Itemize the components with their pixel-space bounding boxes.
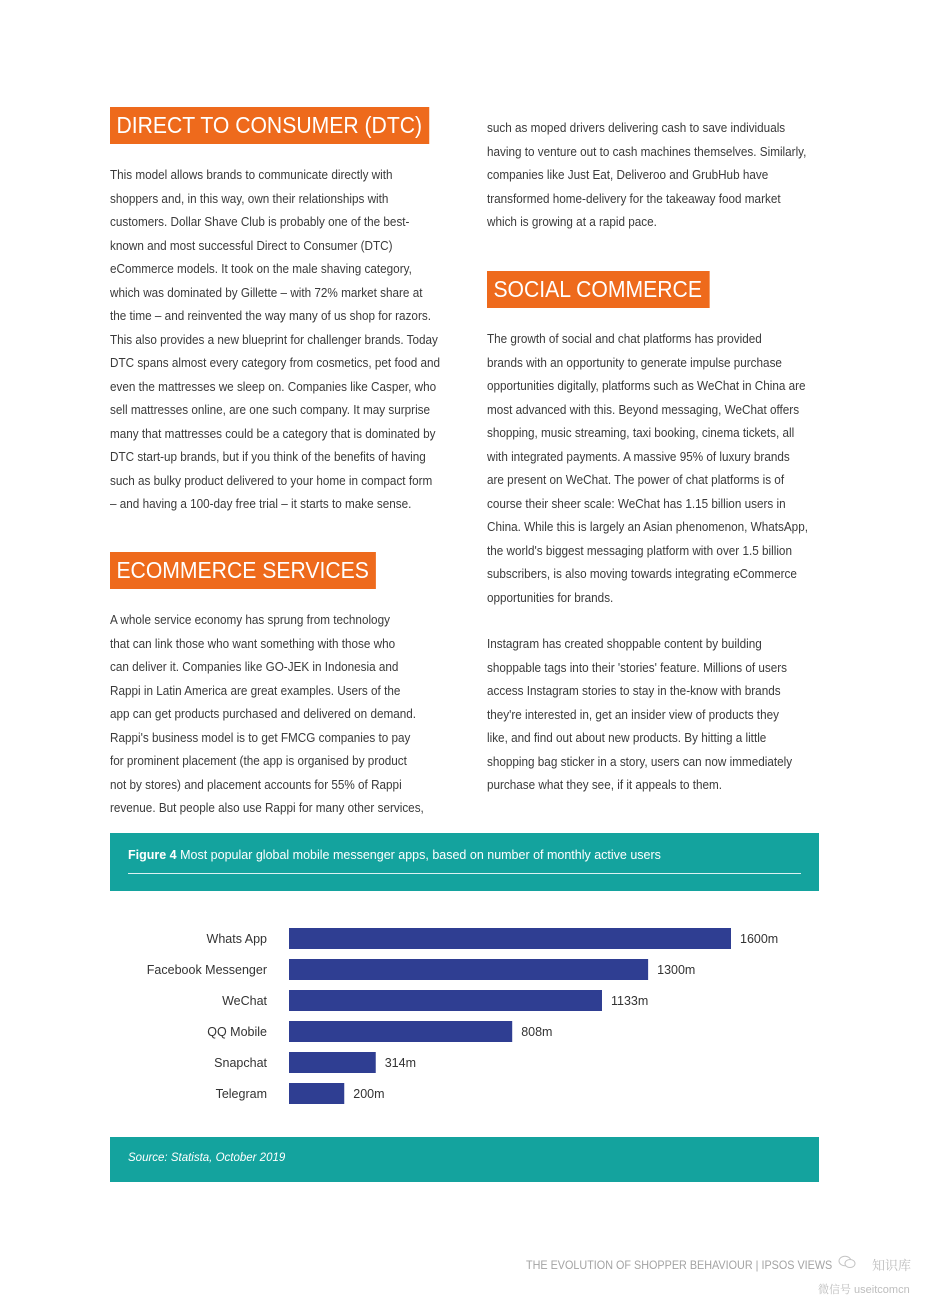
text-line: such as moped drivers delivering cash to save individuals [487, 121, 786, 135]
category-label: Facebook Messenger [146, 963, 267, 977]
bar [289, 928, 731, 949]
text-line: subscribers, is also moving towards integrating eCommerce [487, 567, 797, 581]
figure-source: Source: Statista, October 2019 [128, 1152, 286, 1164]
text-line: not by stores) and placement accounts for 55% of Rappi [110, 777, 402, 792]
dtc-paragraph [110, 164, 440, 517]
ecommerce-paragraph [110, 609, 424, 821]
text-line: China. While this is largely an Asian phenomenon, WhatsApp, [487, 520, 808, 534]
text-line: shoppers and, in this way, own their relationships with [110, 191, 389, 206]
text-line: like, and find out about new products. By hitting a little [487, 731, 767, 745]
text-line: – and having a 100-day free trial – it starts to make sense. [110, 497, 412, 511]
text-line: DTC spans almost every category from cosmetics, pet food and [110, 356, 441, 370]
text-line: purchase what they see, if it appeals to them. [487, 778, 723, 792]
text-line: A whole service economy has sprung from technology [110, 613, 390, 627]
figure-label: Figure 4 [128, 848, 177, 862]
figure-header [110, 833, 819, 891]
text-line: access Instagram stories to stay in the-know with brands [487, 684, 781, 698]
text-line: can deliver it. Companies like GO-JEK in Indonesia and [110, 660, 399, 674]
text-line: This also provides a new blueprint for challenger brands. Today [110, 332, 438, 347]
text-line: companies like Just Eat, Deliveroo and GrubHub have [487, 168, 769, 182]
text-line: many that mattresses could be a category that is dominated by [110, 426, 436, 441]
category-label: Whats App [206, 932, 267, 946]
watermark-subtext: 微信号 useitcomcn [818, 1284, 910, 1296]
section-heading-social-commerce: SOCIAL COMMERCE [487, 271, 709, 308]
bar [289, 1021, 512, 1042]
text-line: This model allows brands to communicate directly with [110, 168, 393, 182]
text-line: sell mattresses online, are one such company. It may surprise [110, 403, 431, 417]
data-label: 1600m [740, 932, 779, 946]
text-line: most advanced with this. Beyond messaging, WeChat offers [487, 402, 800, 417]
wechat-icon [838, 1255, 856, 1269]
text-line: having to venture out to cash machines themselves. Similarly, [487, 144, 807, 159]
data-label: 200m [353, 1087, 385, 1101]
text-line: eCommerce models. It took on the male shaving category, [110, 262, 412, 276]
text-line: shopping bag sticker in a story, users can now immediately [487, 754, 793, 769]
category-label: WeChat [222, 994, 267, 1008]
text-line: opportunities digitally, platforms such as WeChat in China are [487, 379, 806, 393]
messenger-apps-bar-chart [110, 915, 819, 1115]
section-heading-ecommerce-services: ECOMMERCE SERVICES [110, 552, 376, 589]
data-label: 1300m [657, 963, 696, 977]
social-paragraph-1 [487, 328, 808, 610]
text-line: DTC start-up brands, but if you think of the benefits of having [110, 450, 426, 464]
text-line: transformed home-delivery for the takeaway food market [487, 191, 781, 206]
figure-source-bar [110, 1137, 819, 1182]
text-line: The growth of social and chat platforms has provided [487, 332, 762, 346]
figure-title [128, 848, 661, 862]
section-heading-dtc: DIRECT TO CONSUMER (DTC) [110, 107, 429, 144]
text-line: are present on WeChat. The power of chat platforms is of [487, 473, 785, 487]
data-label: 314m [384, 1056, 417, 1070]
figure-divider [128, 873, 801, 874]
text-line: app can get products purchased and delivered on demand. [110, 707, 417, 721]
text-line: they're interested in, get an insider view of products they [487, 707, 779, 722]
text-line: known and most successful Direct to Consumer (DTC) [110, 238, 393, 253]
bar [289, 1083, 344, 1104]
text-line: such as bulky product delivered to your home in compact form [110, 473, 433, 488]
text-line: which was dominated by Gillette – with 72% market share at [110, 285, 423, 300]
data-label: 1133m [610, 994, 649, 1008]
text-line: that can link those who want something with those who [110, 636, 396, 651]
text-line: brands with an opportunity to generate impulse purchase [487, 355, 782, 370]
bar [289, 959, 648, 980]
text-line: shopping, music streaming, taxi booking, cinema tickets, all [487, 426, 795, 440]
text-line: Rappi's business model is to get FMCG companies to pay [110, 730, 411, 745]
text-line: for prominent placement (the app is organised by product [110, 754, 407, 768]
category-label: Snapchat [214, 1056, 267, 1070]
category-label: Telegram [215, 1087, 267, 1101]
text-line: customers. Dollar Shave Club is probably one of the best- [110, 215, 410, 229]
social-paragraph-2 [487, 633, 792, 798]
page-footer: THE EVOLUTION OF SHOPPER BEHAVIOUR | IPSOS VIEWS [526, 1258, 833, 1272]
text-line: revenue. But people also use Rappi for many other services, [110, 801, 424, 815]
text-line: with integrated payments. A massive 95% of luxury brands [487, 449, 790, 464]
text-line: even the mattresses we sleep on. Companies like Casper, who [110, 379, 437, 394]
ecommerce-paragraph-continued [487, 117, 806, 235]
text-line: shoppable tags into their 'stories' feature. Millions of users [487, 660, 788, 675]
category-label: QQ Mobile [207, 1025, 267, 1039]
bar [289, 1052, 376, 1073]
data-label: 808m [521, 1025, 553, 1039]
text-line: opportunities for brands. [487, 590, 614, 605]
watermark-text: 知识库 [872, 1258, 912, 1273]
bar [289, 990, 602, 1011]
text-line: the time – and reinvented the way many of us shop for razors. [110, 309, 431, 323]
text-line: Rappi in Latin America are great examples. Users of the [110, 683, 401, 698]
figure-caption: Most popular global mobile messenger apps, based on number of monthly active users [180, 848, 661, 862]
text-line: which is growing at a rapid pace. [487, 215, 657, 229]
text-line: course their sheer scale: WeChat has 1.15 billion users in [487, 496, 786, 511]
text-line: the world's biggest messaging platform with over 1.5 billion [487, 543, 792, 558]
text-line: Instagram has created shoppable content by building [487, 637, 762, 651]
